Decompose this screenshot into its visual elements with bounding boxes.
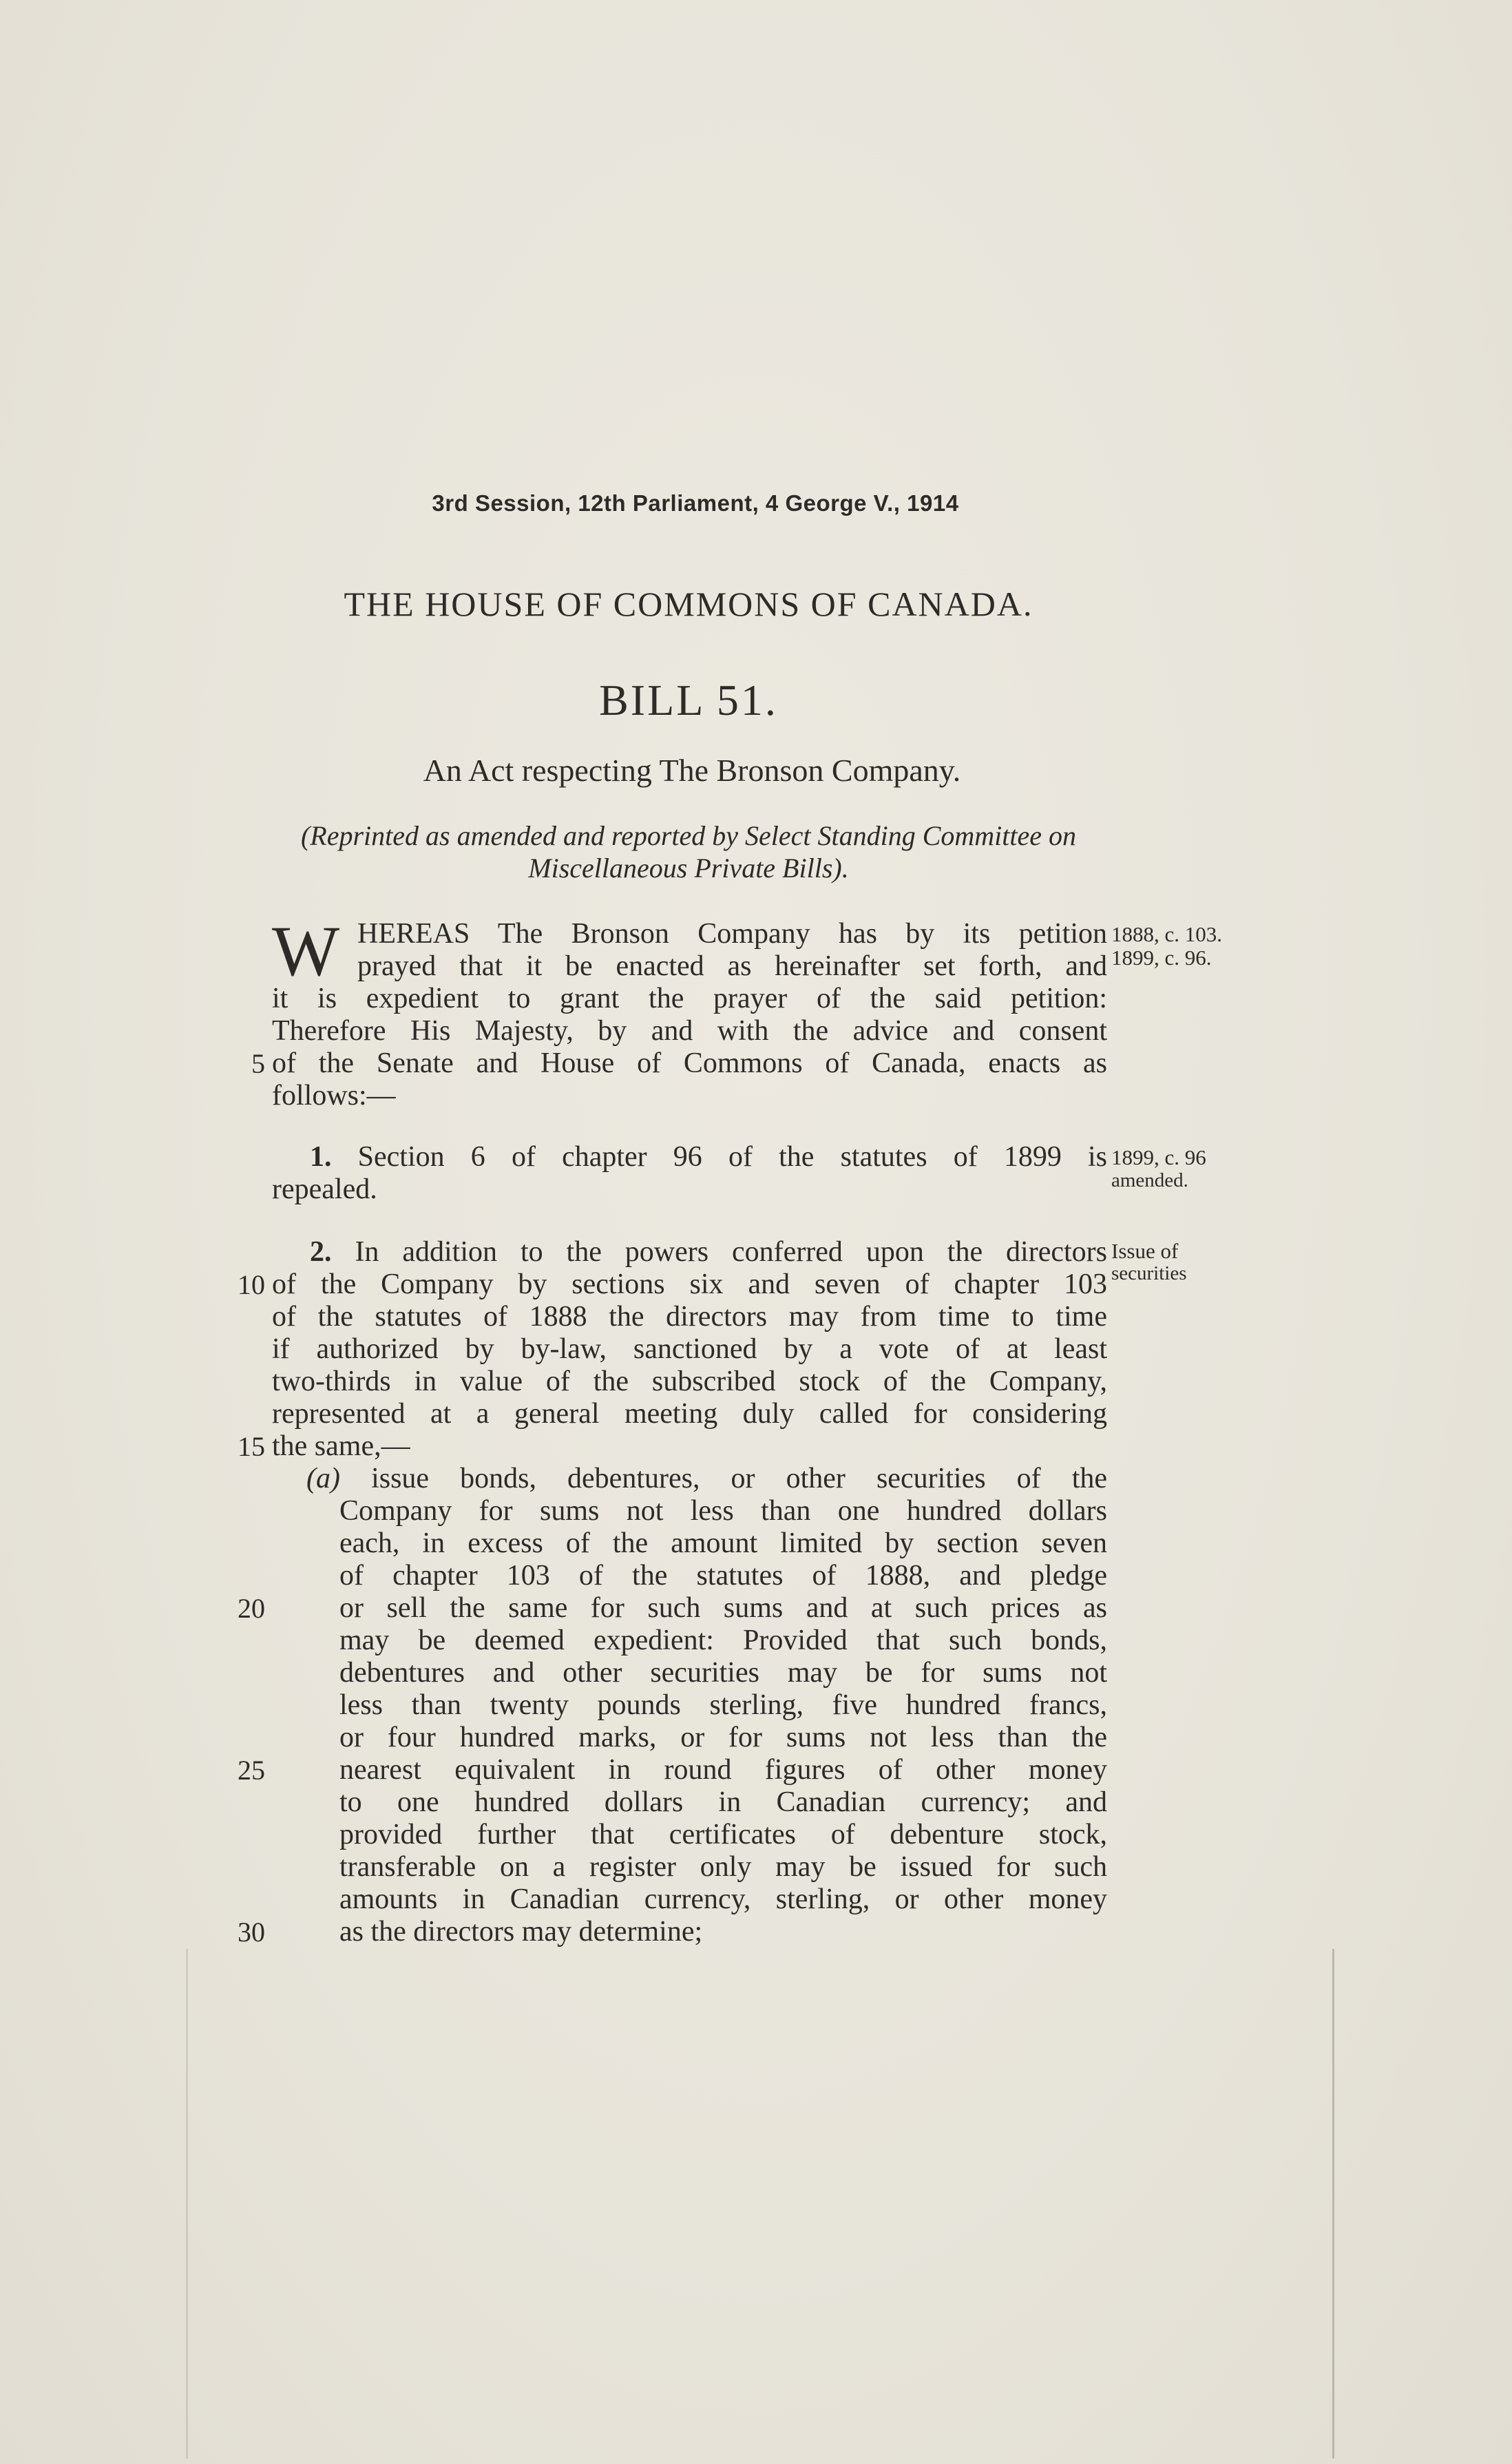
para-a-line: to one hundred dollars in Canadian currency; and bbox=[339, 1786, 1107, 1818]
para-a-line: each, in excess of the amount limited by section seven bbox=[339, 1527, 1107, 1559]
section2-line: two-thirds in value of the subscribed stock of the Company, bbox=[272, 1366, 1107, 1397]
section2-line: if authorized by by-law, sanctioned by a vote of at least bbox=[272, 1333, 1107, 1365]
margin-note: Issue of bbox=[1111, 1239, 1179, 1263]
preamble-line: prayed that it be enacted as hereinafter set forth, and bbox=[357, 950, 1107, 982]
para-a-line: may be deemed expedient: Provided that such bonds, bbox=[339, 1625, 1107, 1656]
para-a-line: or four hundred marks, or for sums not less than the bbox=[339, 1722, 1107, 1753]
session-line: 3rd Session, 12th Parliament, 4 George V., 1914 bbox=[432, 490, 959, 516]
para-a-line: less than twenty pounds sterling, five hundred francs, bbox=[339, 1689, 1107, 1721]
section1-line bbox=[310, 1141, 1107, 1173]
section1-line: repealed. bbox=[272, 1173, 377, 1205]
preamble-line: of the Senate and House of Commons of Canada, enacts as bbox=[272, 1047, 1107, 1079]
line-number: 30 bbox=[238, 1917, 265, 1948]
preamble-line: HEREAS The Bronson Company has by its petition bbox=[357, 918, 1107, 950]
section2-line: of the statutes of 1888 the directors may from time to time bbox=[272, 1301, 1107, 1333]
para-a-line: Company for sums not less than one hundred dollars bbox=[339, 1495, 1107, 1527]
section1-number: 1. bbox=[310, 1141, 332, 1173]
house-title: THE HOUSE OF COMMONS OF CANADA. bbox=[344, 585, 1033, 623]
reprint-note: (Reprinted as amended and reported by Select Standing Committee on Miscellaneous Private Bills). bbox=[300, 820, 1077, 884]
spine-mark bbox=[1332, 1949, 1334, 2458]
para-a-line: provided further that certificates of debenture stock, bbox=[339, 1819, 1107, 1850]
section1-text: Section 6 of chapter 96 of the statutes of 1899 is bbox=[357, 1141, 1107, 1173]
preamble-dropcap: W bbox=[272, 912, 340, 991]
section2-line: represented at a general meeting duly called for considering bbox=[272, 1398, 1107, 1430]
section2-line: the same,— bbox=[272, 1430, 410, 1462]
line-number: 15 bbox=[238, 1431, 265, 1462]
margin-note: 1899, c. 96 bbox=[1111, 1145, 1206, 1169]
preamble-line: it is expedient to grant the prayer of the said petition: bbox=[272, 983, 1107, 1014]
preamble-line: Therefore His Majesty, by and with the advice and consent bbox=[272, 1015, 1107, 1047]
para-a-line: of chapter 103 of the statutes of 1888, and pledge bbox=[339, 1560, 1107, 1591]
bill-number: BILL 51. bbox=[599, 676, 778, 724]
margin-note: amended. bbox=[1111, 1169, 1188, 1191]
para-a-line bbox=[306, 1463, 1107, 1495]
line-number: 5 bbox=[251, 1048, 265, 1079]
margin-note: securities bbox=[1111, 1262, 1187, 1284]
para-a-line: as the directors may determine; bbox=[339, 1916, 703, 1948]
section2-line: of the Company by sections six and seven of chapter 103 bbox=[272, 1268, 1107, 1300]
line-number: 10 bbox=[238, 1269, 265, 1300]
line-number: 20 bbox=[238, 1593, 265, 1624]
margin-note: 1888, c. 103. bbox=[1111, 922, 1223, 946]
line-number: 25 bbox=[238, 1755, 265, 1786]
para-a-line: nearest equivalent in round figures of other money bbox=[339, 1754, 1107, 1786]
section2-text: In addition to the powers conferred upon the directors bbox=[355, 1236, 1107, 1268]
para-a-line: transferable on a register only may be issued for such bbox=[339, 1851, 1107, 1883]
margin-note: 1899, c. 96. bbox=[1111, 946, 1212, 970]
para-a-label: (a) bbox=[306, 1463, 340, 1494]
act-title: An Act respecting The Bronson Company. bbox=[423, 753, 961, 788]
para-a-text: issue bonds, debentures, or other securities of the bbox=[371, 1463, 1107, 1494]
section2-line bbox=[310, 1236, 1107, 1268]
para-a-line: debentures and other securities may be for sums not bbox=[339, 1657, 1107, 1689]
section2-number: 2. bbox=[310, 1236, 332, 1268]
spine-mark bbox=[186, 1949, 188, 2458]
preamble-line: follows:— bbox=[272, 1080, 396, 1111]
para-a-line: or sell the same for such sums and at such prices as bbox=[339, 1592, 1107, 1624]
para-a-line: amounts in Canadian currency, sterling, or other money bbox=[339, 1883, 1107, 1915]
